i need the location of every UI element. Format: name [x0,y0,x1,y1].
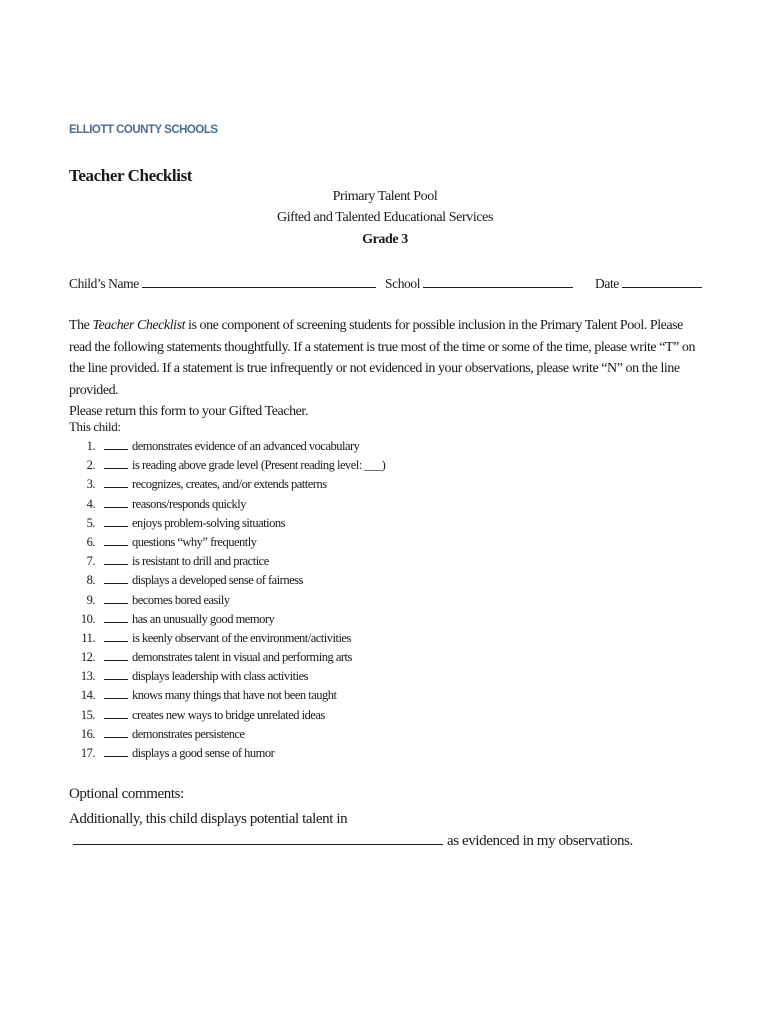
checklist-answer-line[interactable] [104,687,128,699]
school-input-line[interactable] [423,275,573,288]
checklist-answer-line[interactable] [104,668,128,680]
checklist-answer-line[interactable] [104,553,128,565]
checklist-item-text: reasons/responds quickly [132,496,247,511]
talent-input-line[interactable] [73,830,443,845]
checklist-item-number: 11. [81,630,95,645]
checklist-item [69,533,385,552]
checklist-answer-line[interactable] [104,496,128,508]
checklist-item-number: 10. [80,611,95,626]
checklist-answer-line[interactable] [104,649,128,661]
checklist-answer-line[interactable] [104,515,128,527]
checklist-item-text: enjoys problem-solving situations [132,515,285,530]
checklist-item [69,514,385,533]
child-name-input-line[interactable] [142,275,376,288]
checklist-answer-line[interactable] [104,707,128,719]
checklist-item-number: 4. [86,496,95,511]
checklist-item-text: has an unusually good memory [132,611,275,626]
checklist-item [69,475,385,494]
checklist-answer-line[interactable] [104,592,128,604]
checklist-item [69,437,385,456]
checklist-item [69,667,385,686]
checklist-item-text: recognizes, creates, and/or extends patterns [132,477,327,492]
checklist-item-number: 9. [86,592,95,607]
checklist-item [69,648,385,667]
return-note: Please return this form to your Gifted Teacher. [69,404,308,419]
grade-level: Grade 3 [362,232,408,247]
checklist-item-text: knows many things that have not been taught [132,688,337,703]
instructions-text-body: is one component of screening students for possible inclusion in the Primary Talent Pool. Please read the following statements thoughtfully. If a statement is true most of the time or some of the time, please write “T” on the line provided. If a statement is true infrequently or not evidenced in your observations, please write “N” on the line provided. [69,318,695,398]
child-name-field [69,275,376,292]
instructions-paragraph [69,315,699,401]
checklist-item-text: is reading above grade level (Present reading level: ___) [132,458,386,473]
school-label: School [385,276,421,291]
checklist-answer-line[interactable] [104,438,128,450]
program-name: Primary Talent Pool [332,189,438,204]
document-title: Teacher Checklist [69,166,193,185]
instructions-text-start: The [69,318,93,333]
checklist-item-text: displays a good sense of humor [132,746,275,760]
checklist-item [69,706,385,725]
checklist-item-text: demonstrates evidence of an advanced vocabulary [132,439,360,453]
checklist-item [69,629,385,648]
checklist-item-number: 15. [80,707,95,722]
checklist-answer-line[interactable] [104,745,128,757]
additional-text-before: Additionally, this child displays potential talent in [69,811,348,827]
checklist-answer-line[interactable] [104,572,128,584]
checklist-item-text: is resistant to drill and practice [132,554,269,569]
checklist-item [69,456,385,475]
checklist-item-number: 17. [80,746,95,760]
checklist-answer-line[interactable] [104,611,128,623]
checklist-item-number: 1. [86,439,95,453]
date-field [595,275,702,292]
checklist-item-number: 5. [86,515,95,530]
checklist-item-text: displays leadership with class activities [132,669,308,684]
checklist-item [69,571,385,590]
checklist-item-number: 14. [80,688,95,703]
date-label: Date [595,276,619,291]
checklist-item-text: questions “why” frequently [132,534,257,549]
checklist-item-number: 16. [80,726,95,741]
checklist-label: This child: [69,419,121,434]
services-name: Gifted and Talented Educational Services [276,210,493,225]
checklist-answer-line[interactable] [104,534,128,546]
school-field [385,275,573,292]
checklist-item-text: becomes bored easily [132,592,230,607]
checklist-item [69,552,385,571]
checklist-item-number: 6. [86,534,95,549]
additional-text-after: as evidenced in my observations. [447,833,633,849]
checklist-answer-line[interactable] [104,457,128,469]
checklist-item-number: 12. [80,650,95,665]
instructions [69,315,699,423]
checklist-item-text: demonstrates persistence [132,726,245,741]
checklist-item [69,591,385,610]
checklist-item-text: displays a developed sense of fairness [132,573,303,588]
checklist-items [69,437,385,763]
checklist-item [69,686,385,705]
checklist-item [69,495,385,514]
additional-talent-statement [69,808,699,852]
checklist-item [69,725,385,744]
child-name-label: Child’s Name [69,276,139,291]
checklist-item-text: demonstrates talent in visual and performing arts [132,650,352,665]
checklist-item-text: is keenly observant of the environment/activities [132,630,351,645]
checklist-item-number: 8. [86,573,95,588]
instructions-italic-term: Teacher Checklist [92,318,186,333]
date-input-line[interactable] [622,275,702,288]
school-district-name: ELLIOTT COUNTY SCHOOLS [69,124,218,136]
checklist-item-number: 2. [86,458,95,473]
checklist-item-number: 13. [80,669,95,684]
checklist-item-text: creates new ways to bridge unrelated ideas [132,707,325,722]
checklist-answer-line[interactable] [104,476,128,488]
checklist-item [69,744,385,763]
checklist-item [69,610,385,629]
optional-comments-label: Optional comments: [69,786,184,802]
checklist-answer-line[interactable] [104,726,128,738]
checklist-item-number: 7. [86,554,95,569]
checklist-answer-line[interactable] [104,630,128,642]
checklist-item-number: 3. [86,477,95,492]
